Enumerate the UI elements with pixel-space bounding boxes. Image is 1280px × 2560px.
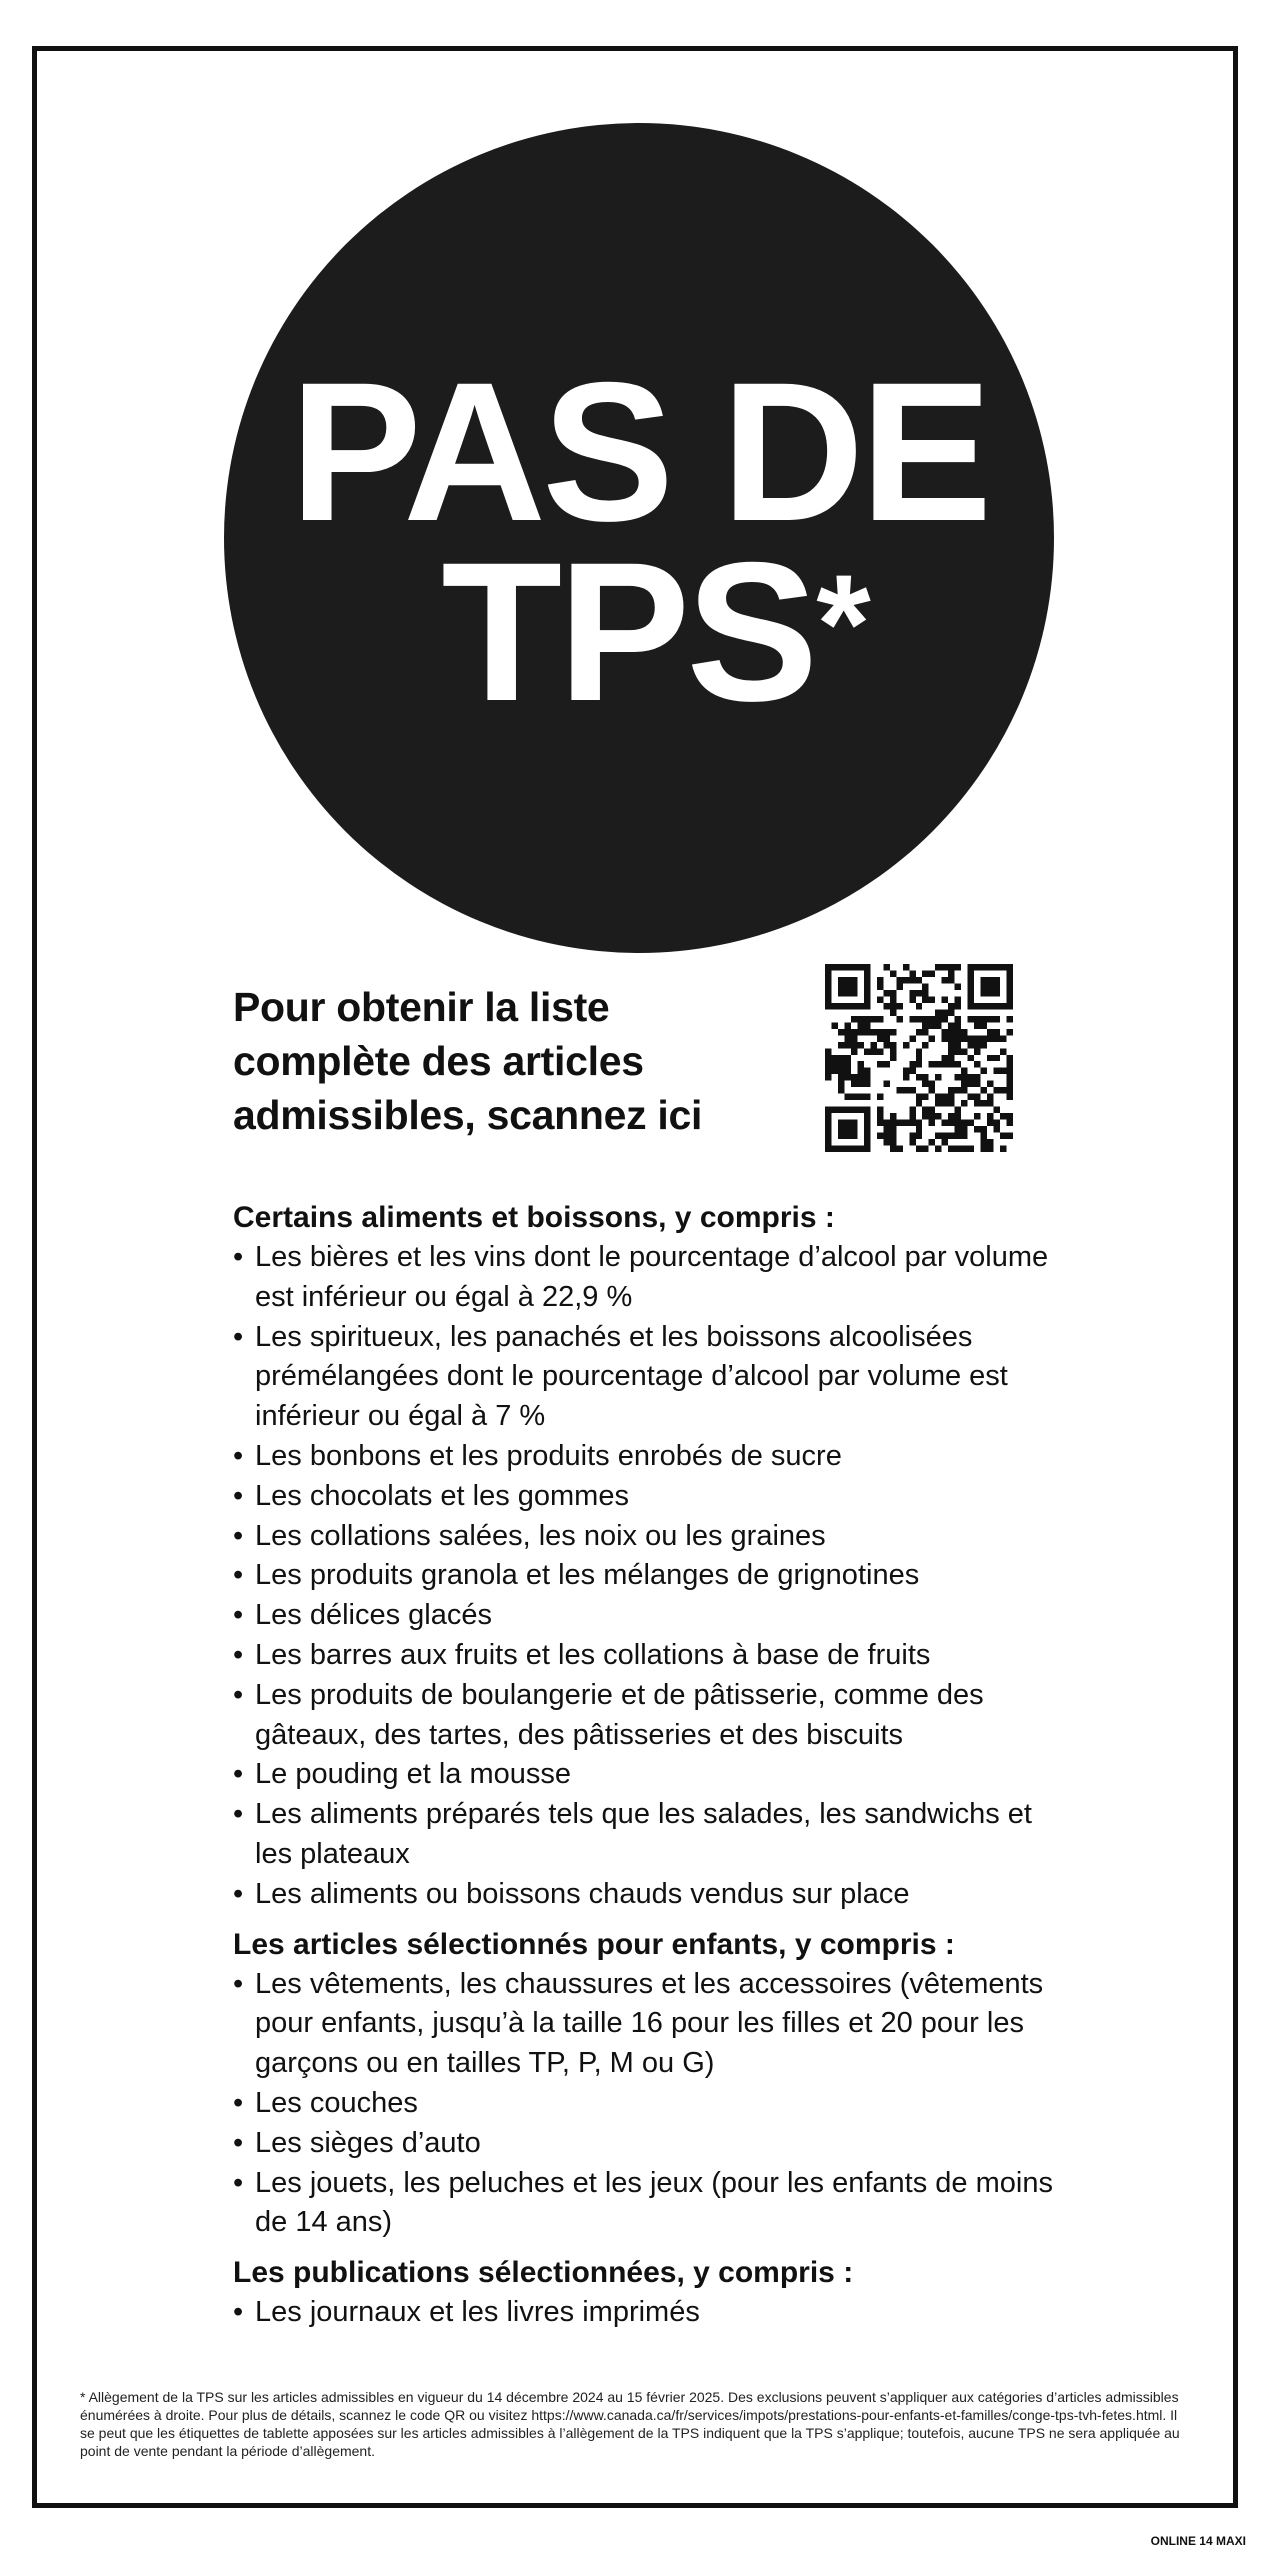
list-item	[233, 2124, 1063, 2164]
bullet-icon: •	[233, 1798, 244, 1831]
list-item	[233, 1556, 1063, 1596]
list-item	[233, 2293, 1063, 2333]
hero-asterisk: *	[816, 545, 867, 702]
bullet-icon: •	[233, 1758, 244, 1791]
list-item-text: Les vêtements, les chaussures et les accessoires (vêtements pour enfants, jusqu’à la taille 16 pour les filles et 20 pour les garçons ou en tailles TP, P, M ou G)	[255, 1967, 1044, 2080]
bullet-icon: •	[233, 2126, 244, 2159]
hero-line-1: PAS DE	[289, 341, 989, 562]
list-item-text: Les aliments ou boissons chauds vendus sur place	[255, 1877, 910, 1910]
list-item	[233, 1517, 1063, 1557]
list-item-text: Les sièges d’auto	[255, 2126, 481, 2159]
list-item	[233, 1437, 1063, 1477]
scan-line-3: admissibles, scannez ici	[233, 1092, 703, 1138]
bullet-list	[233, 2293, 1063, 2333]
bullet-icon: •	[233, 1638, 244, 1671]
bullet-icon: •	[233, 1439, 244, 1472]
list-item-text: Les aliments préparés tels que les salades, les sandwichs et les plateaux	[255, 1798, 1032, 1870]
bullet-icon: •	[233, 1599, 244, 1632]
list-item-text: Les collations salées, les noix ou les graines	[255, 1519, 826, 1552]
list-item	[233, 1318, 1063, 1437]
list-item	[233, 1636, 1063, 1676]
hero-badge	[224, 123, 1054, 953]
section-publications	[233, 2253, 1063, 2333]
bullet-icon: •	[233, 1479, 244, 1512]
list-item	[233, 1965, 1063, 2084]
list-item-text: Les produits granola et les mélanges de grignotines	[255, 1559, 920, 1592]
list-item-text: Les journaux et les livres imprimés	[255, 2296, 700, 2329]
list-item	[233, 1795, 1063, 1875]
list-item	[233, 2164, 1063, 2244]
list-item	[233, 1477, 1063, 1517]
list-item-text: Les bonbons et les produits enrobés de sucre	[255, 1439, 842, 1472]
list-item	[233, 2084, 1063, 2124]
list-item-text: Les chocolats et les gommes	[255, 1479, 629, 1512]
bullet-icon: •	[233, 1877, 244, 1910]
list-item-text: Les barres aux fruits et les collations à base de fruits	[255, 1638, 931, 1671]
bullet-icon: •	[233, 1678, 244, 1711]
bullet-icon: •	[233, 2086, 244, 2119]
bullet-icon: •	[233, 1559, 244, 1592]
section-heading: Les articles sélectionnés pour enfants, y compris :	[233, 1927, 955, 1961]
list-item	[233, 1676, 1063, 1756]
bullet-icon: •	[233, 2166, 244, 2199]
section-food	[233, 1198, 1063, 1915]
list-item-text: Les spiritueux, les panachés et les boissons alcoolisées prémélangées dont le pourcentage d’alcool par volume est inférieur ou égal à 7 %	[255, 1320, 1008, 1433]
hero-tps: TPS	[441, 521, 815, 742]
list-item	[233, 1238, 1063, 1318]
bullet-list	[233, 1965, 1063, 2244]
list-item-text: Le pouding et la mousse	[255, 1758, 571, 1791]
list-item	[233, 1875, 1063, 1915]
scan-line-2: complète des articles	[233, 1038, 644, 1084]
qr-code-icon[interactable]	[825, 964, 1013, 1152]
bullet-icon: •	[233, 1519, 244, 1552]
list-item	[233, 1596, 1063, 1636]
section-heading: Certains aliments et boissons, y compris :	[233, 1201, 835, 1234]
section-children	[233, 1925, 1063, 2244]
corner-code: ONLINE 14 MAXI	[1150, 2534, 1246, 2548]
scan-line-1: Pour obtenir la liste	[233, 984, 610, 1030]
section-heading: Les publications sélectionnées, y compris :	[233, 2256, 854, 2290]
hero-line-2	[441, 521, 867, 742]
list-item-text: Les produits de boulangerie et de pâtisserie, comme des gâteaux, des tartes, des pâtisseries et des biscuits	[255, 1678, 984, 1751]
footnote: * Allègement de la TPS sur les articles admissibles en vigueur du 14 décembre 2024 au 15 février 2025. Des exclusions peuvent s’appliquer aux catégories d’articles admissibles énumérées à droite. Pour plus de détails, scannez le code QR ou visitez https://www.canada.ca/fr/services/impots/prestations-pour-enfants-et-familles/conge-tps-tvh-fetes.html. Il se peut que les étiquettes de tablette apposées sur les articles admissibles à l’allègement de la TPS indiquent que la TPS s’applique; toutefois, aucune TPS ne sera appliquée au point de vente pendant la période d’allègement.	[80, 2389, 1180, 2459]
list-item	[233, 1755, 1063, 1795]
list-item-text: Les couches	[255, 2086, 418, 2119]
bullet-icon: •	[233, 2296, 244, 2329]
bullet-icon: •	[233, 1241, 244, 1273]
list-item-text: Les délices glacés	[255, 1599, 492, 1632]
bullet-icon: •	[233, 1967, 244, 2000]
bullet-list	[233, 1238, 1063, 1915]
list-item-text: Les bières et les vins dont le pourcentage d’alcool par volume est inférieur ou égal à 22,9 %	[255, 1241, 1049, 1313]
eligible-items-list	[233, 1198, 1063, 2343]
bullet-icon: •	[233, 1320, 244, 1353]
scan-instruction	[233, 980, 813, 1142]
list-item-text: Les jouets, les peluches et les jeux (pour les enfants de moins de 14 ans)	[255, 2166, 1053, 2239]
